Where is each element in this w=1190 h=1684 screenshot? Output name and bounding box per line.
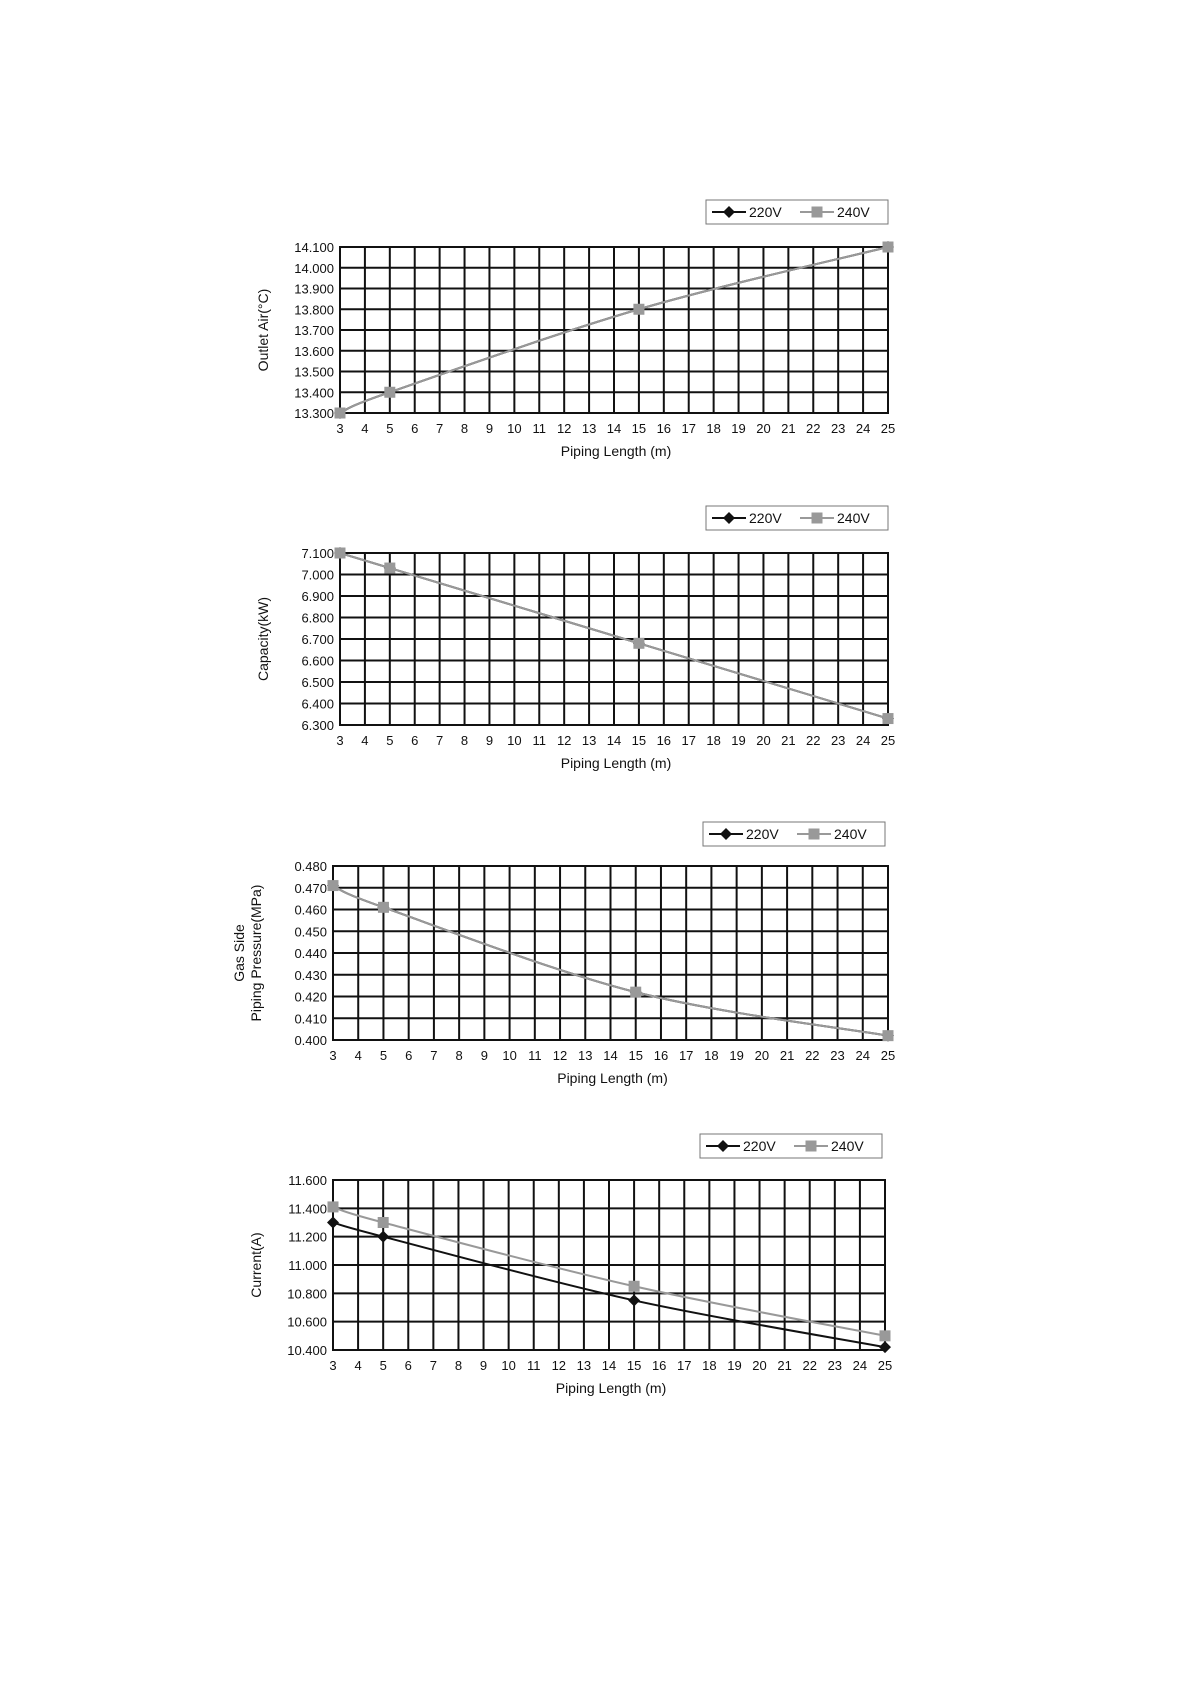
x-tick-label: 22: [802, 1358, 817, 1373]
x-tick-label: 15: [628, 1048, 643, 1063]
y-tick-label: 13.700: [294, 323, 334, 338]
legend: [706, 200, 888, 224]
x-tick-label: 9: [485, 733, 494, 748]
x-tick-label: 22: [806, 421, 821, 436]
y-tick-label: 6.700: [301, 632, 334, 647]
x-tick-label: 5: [386, 421, 394, 436]
y-tick-label: 6.800: [301, 610, 334, 626]
chart-1: [255, 200, 895, 459]
x-tick-label: 10: [501, 1358, 516, 1373]
y-tick-label: 13.500: [294, 364, 334, 380]
data-point-240V: [630, 987, 641, 998]
x-tick-label: 9: [480, 1048, 488, 1063]
x-tick-label: 23: [827, 1358, 843, 1373]
x-tick-label: 7: [430, 1048, 438, 1063]
y-tick-label: 13.300: [294, 406, 334, 421]
x-tick-label: 11: [532, 733, 547, 748]
x-tick-label: 14: [606, 421, 622, 436]
legend-label-240V: 240V: [834, 826, 867, 842]
x-tick-label: 5: [379, 1358, 387, 1373]
x-tick-label: 18: [706, 421, 721, 436]
x-tick-label: 10: [507, 421, 522, 436]
legend-marker-240V: [809, 829, 820, 840]
y-tick-label: 6.600: [301, 653, 334, 669]
data-point-240V: [633, 304, 644, 315]
x-tick-label: 19: [727, 1358, 742, 1373]
x-tick-label: 25: [877, 1358, 893, 1373]
x-tick-label: 24: [855, 421, 871, 436]
y-tick-label: 7.000: [301, 567, 334, 583]
x-tick-label: 4: [354, 1358, 362, 1373]
x-tick-label: 14: [601, 1358, 617, 1373]
x-tick-label: 17: [677, 1358, 692, 1373]
x-tick-label: 11: [526, 1358, 541, 1373]
x-tick-label: 15: [626, 1358, 642, 1373]
data-point-240V: [384, 563, 395, 574]
x-tick-label: 6: [405, 1048, 413, 1063]
data-point-240V: [629, 1281, 640, 1292]
chart-3: [231, 822, 895, 1086]
y-tick-label: 6.500: [301, 675, 334, 690]
x-tick-label: 14: [606, 733, 622, 748]
x-tick-label: 3: [336, 733, 344, 748]
y-axis-title: Capacity(kW): [255, 596, 271, 682]
x-tick-label: 23: [830, 421, 846, 436]
x-tick-label: 13: [581, 733, 597, 748]
x-tick-label: 4: [361, 421, 369, 436]
legend-label-240V: 240V: [837, 204, 870, 220]
legend-label-240V: 240V: [831, 1138, 864, 1154]
data-point-220V: [327, 1217, 339, 1229]
x-axis-title: Piping Length (m): [557, 1070, 668, 1086]
y-axis-title: Outlet Air(°C): [255, 288, 271, 372]
y-tick-label: 0.400: [294, 1033, 327, 1048]
data-point-220V: [377, 1231, 389, 1243]
x-tick-label: 20: [754, 1048, 770, 1063]
data-point-240V: [328, 880, 339, 891]
y-tick-label: 13.800: [294, 302, 334, 318]
legend-label-220V: 220V: [743, 1138, 776, 1154]
y-tick-label: 0.470: [294, 880, 327, 896]
x-tick-label: 15: [631, 733, 647, 748]
y-tick-label: 14.100: [294, 240, 334, 255]
y-tick-label: 0.420: [294, 989, 327, 1005]
x-tick-label: 19: [731, 733, 746, 748]
y-tick-label: 11.200: [288, 1229, 327, 1245]
y-tick-label: 11.400: [288, 1201, 327, 1217]
x-tick-label: 20: [752, 1358, 767, 1373]
legend-label-220V: 220V: [749, 204, 782, 220]
y-tick-label: 6.900: [301, 589, 334, 604]
x-tick-label: 19: [729, 1048, 744, 1063]
x-tick-label: 22: [805, 1048, 820, 1063]
x-tick-label: 8: [460, 733, 469, 748]
data-point-240V: [328, 1201, 339, 1212]
chart-2: [255, 506, 895, 771]
x-tick-label: 24: [855, 1048, 871, 1063]
x-tick-label: 14: [603, 1048, 618, 1063]
legend: [700, 1134, 882, 1158]
y-tick-label: 6.300: [301, 718, 334, 733]
x-tick-label: 19: [731, 421, 746, 436]
x-axis-title: Piping Length (m): [555, 1380, 667, 1396]
x-tick-label: 23: [830, 733, 846, 748]
y-axis-title: Current(A): [248, 1232, 264, 1298]
data-point-240V: [633, 638, 644, 649]
x-tick-label: 5: [386, 733, 394, 748]
x-tick-label: 3: [329, 1048, 337, 1063]
x-tick-label: 13: [578, 1048, 593, 1063]
x-tick-label: 3: [329, 1358, 337, 1373]
y-axis-title: Piping Pressure(MPa): [248, 884, 264, 1022]
x-tick-label: 4: [361, 733, 369, 748]
x-tick-label: 12: [556, 421, 572, 436]
x-tick-label: 8: [455, 1048, 463, 1063]
x-tick-label: 21: [779, 1048, 795, 1063]
y-axis-title: Gas Side: [231, 924, 247, 982]
x-tick-label: 16: [651, 1358, 667, 1373]
y-tick-label: 0.430: [294, 967, 327, 983]
x-tick-label: 20: [756, 733, 771, 748]
y-tick-label: 11.000: [288, 1258, 327, 1273]
x-tick-label: 16: [653, 1048, 669, 1063]
y-tick-label: 10.600: [287, 1314, 327, 1330]
x-tick-label: 23: [830, 1048, 845, 1063]
grid: [333, 1180, 885, 1350]
data-point-220V: [628, 1294, 640, 1306]
data-point-240V: [880, 1330, 891, 1341]
y-tick-label: 0.450: [294, 924, 327, 940]
x-tick-label: 18: [706, 733, 721, 748]
x-tick-label: 17: [681, 733, 696, 748]
legend: [706, 506, 888, 530]
legend-marker-240V: [806, 1141, 817, 1152]
x-tick-label: 12: [552, 1048, 568, 1063]
x-tick-label: 12: [556, 733, 572, 748]
x-tick-label: 9: [485, 421, 494, 436]
x-tick-label: 6: [411, 733, 419, 748]
x-tick-label: 17: [681, 421, 696, 436]
y-tick-label: 14.000: [294, 260, 334, 276]
x-tick-label: 11: [528, 1048, 542, 1063]
x-tick-label: 4: [354, 1048, 362, 1063]
x-tick-label: 25: [880, 1048, 896, 1063]
grid: [340, 247, 888, 413]
x-tick-label: 15: [631, 421, 647, 436]
data-point-240V: [378, 1217, 389, 1228]
x-tick-label: 9: [479, 1358, 488, 1373]
x-tick-label: 20: [756, 421, 771, 436]
x-tick-label: 8: [454, 1358, 463, 1373]
x-tick-label: 24: [855, 733, 871, 748]
x-tick-label: 18: [704, 1048, 719, 1063]
y-tick-label: 0.410: [294, 1011, 327, 1027]
x-tick-label: 25: [880, 733, 896, 748]
data-point-240V: [883, 1030, 894, 1041]
y-tick-label: 0.480: [294, 859, 327, 874]
chart-4: [248, 1134, 892, 1396]
data-point-240V: [883, 242, 894, 253]
x-tick-label: 21: [781, 733, 796, 748]
x-axis-title: Piping Length (m): [560, 443, 672, 459]
data-point-240V: [335, 408, 346, 419]
x-tick-label: 8: [460, 421, 469, 436]
data-point-240V: [384, 387, 395, 398]
x-tick-label: 13: [581, 421, 597, 436]
x-tick-label: 16: [656, 733, 672, 748]
legend-label-240V: 240V: [837, 510, 870, 526]
y-tick-label: 7.100: [301, 546, 334, 561]
x-tick-label: 17: [678, 1048, 694, 1063]
x-tick-label: 10: [502, 1048, 517, 1063]
x-tick-label: 18: [702, 1358, 717, 1373]
x-tick-label: 7: [436, 421, 444, 436]
legend-marker-240V: [812, 513, 823, 524]
x-axis-title: Piping Length (m): [560, 755, 672, 771]
x-tick-label: 11: [532, 421, 547, 436]
data-point-220V: [879, 1341, 891, 1353]
legend-label-220V: 220V: [749, 510, 782, 526]
y-tick-label: 10.800: [287, 1286, 327, 1302]
x-tick-label: 6: [411, 421, 419, 436]
legend-marker-240V: [812, 207, 823, 218]
grid: [333, 866, 888, 1040]
x-tick-label: 12: [551, 1358, 567, 1373]
y-tick-label: 13.600: [294, 343, 334, 359]
x-tick-label: 21: [781, 421, 796, 436]
data-point-240V: [378, 902, 389, 913]
x-tick-label: 5: [379, 1048, 388, 1063]
y-tick-label: 13.900: [294, 281, 334, 297]
x-tick-label: 22: [806, 733, 821, 748]
y-tick-label: 10.400: [287, 1343, 327, 1358]
y-tick-label: 13.400: [294, 385, 334, 401]
x-tick-label: 25: [880, 421, 896, 436]
x-tick-label: 13: [576, 1358, 592, 1373]
y-tick-label: 0.460: [294, 902, 327, 918]
x-tick-label: 21: [777, 1358, 792, 1373]
x-tick-label: 7: [429, 1358, 437, 1373]
x-tick-label: 24: [852, 1358, 868, 1373]
y-tick-label: 6.400: [301, 696, 334, 712]
y-tick-label: 0.440: [294, 946, 327, 961]
x-tick-label: 10: [507, 733, 522, 748]
legend: [703, 822, 885, 846]
data-point-240V: [883, 713, 894, 724]
legend-label-220V: 220V: [746, 826, 779, 842]
data-point-240V: [335, 548, 346, 559]
x-tick-label: 3: [336, 421, 344, 436]
y-tick-label: 11.600: [288, 1173, 327, 1188]
x-tick-label: 16: [656, 421, 672, 436]
x-tick-label: 6: [404, 1358, 412, 1373]
x-tick-label: 7: [436, 733, 444, 748]
